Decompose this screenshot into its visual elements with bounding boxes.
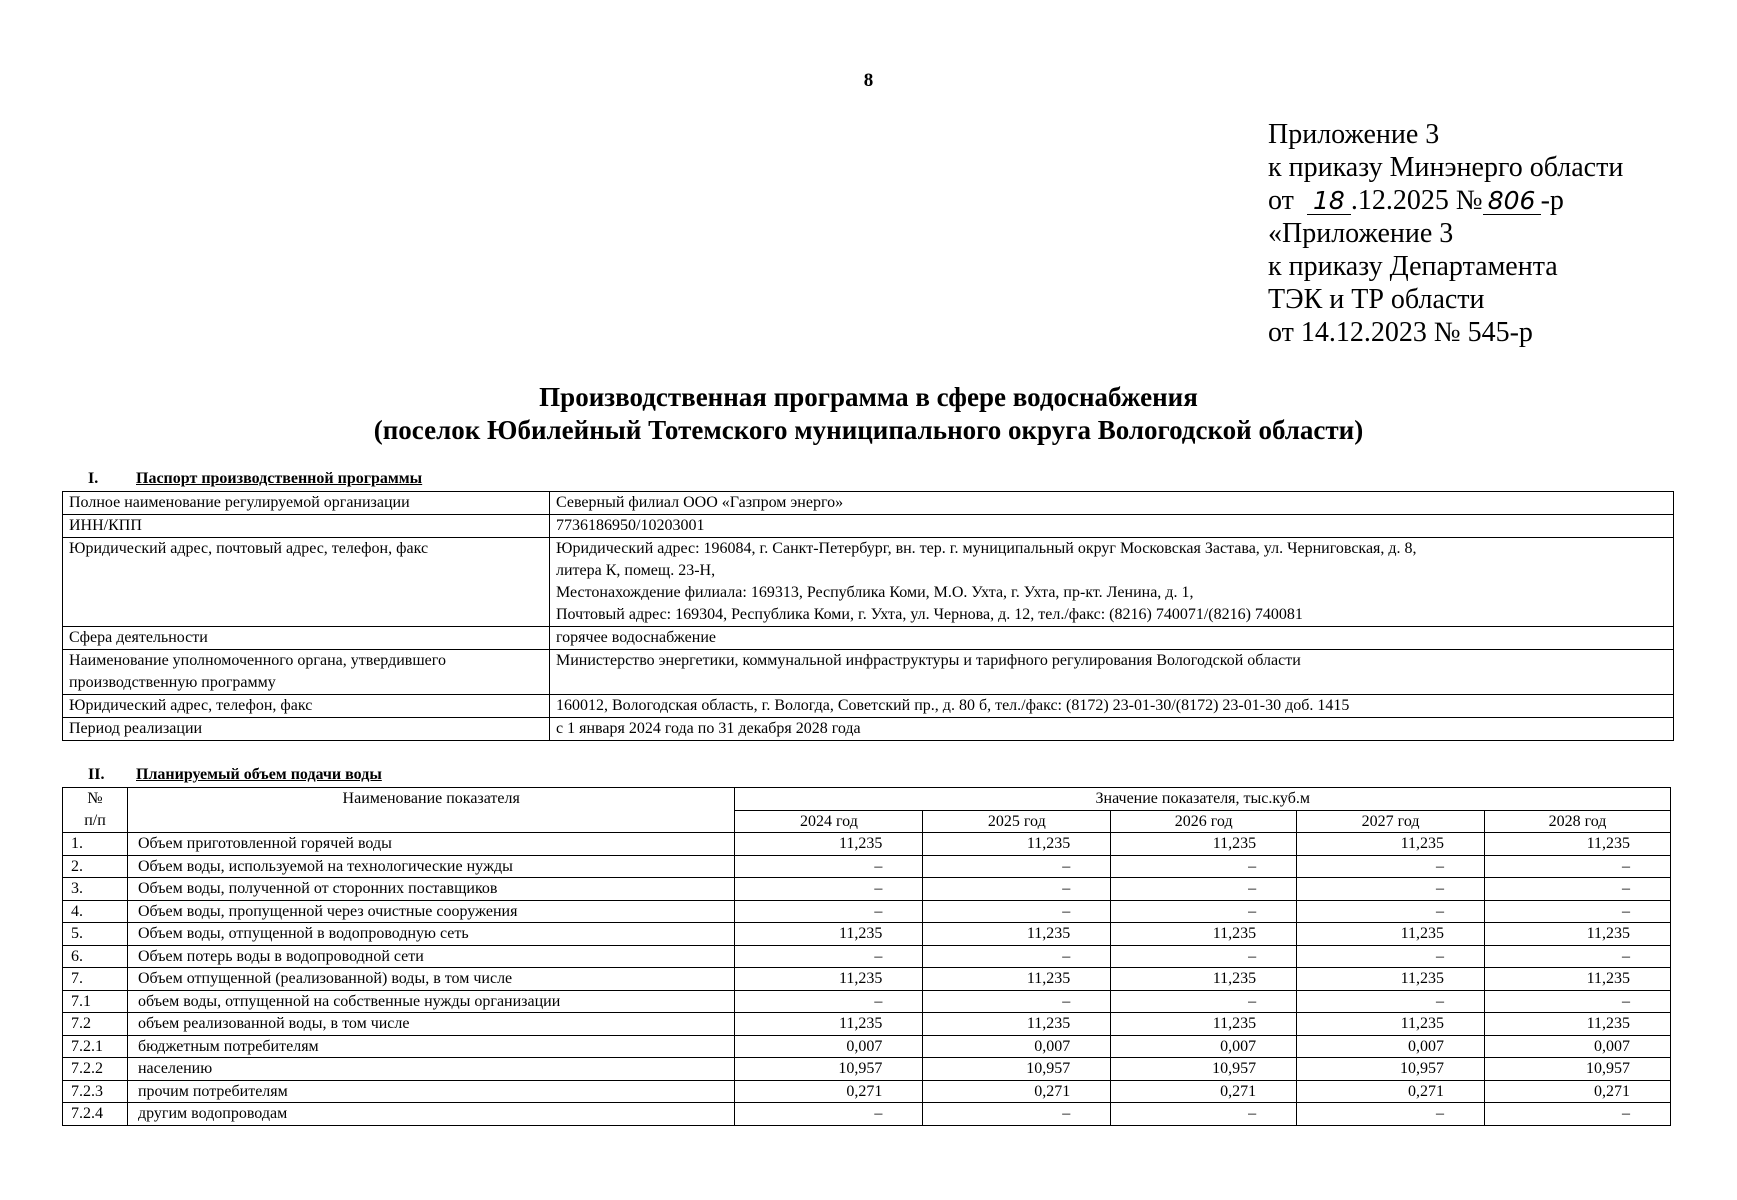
passport-value: Министерство энергетики, коммунальной инфраструктуры и тарифного регулирования Вологодской области [550,650,1674,695]
table-row [63,990,1671,1013]
appendix-date-prefix: от [1268,185,1294,216]
row-value: – [1485,878,1671,901]
col-header-year: 2024 год [735,810,923,833]
row-value: 11,235 [1485,1013,1671,1036]
section-2-number: II. [88,766,105,783]
row-value: 11,235 [735,923,923,946]
row-value: 11,235 [1485,833,1671,856]
row-value: – [1485,990,1671,1013]
row-value: – [1297,1103,1485,1126]
row-value: – [1111,945,1297,968]
passport-value [550,538,1674,627]
row-value: – [1111,1103,1297,1126]
passport-value: Северный филиал ООО «Газпром энерго» [550,492,1674,515]
section-1-title: Паспорт производственной программы [136,470,423,487]
table-row [63,1035,1671,1058]
document-title-line-1: Производственная программа в сфере водоснабжения [539,382,1198,412]
appendix-line-1: Приложение 3 [1268,119,1440,150]
row-indicator-name: Объем приготовленной горячей воды [127,833,735,856]
appendix-line-5: к приказу Департамента [1268,251,1558,282]
row-value: 11,235 [923,1013,1111,1036]
row-value: 11,235 [735,1013,923,1036]
row-value: 11,235 [735,968,923,991]
row-indicator-name: Объем воды, пропущенной через очистные сооружения [127,900,735,923]
row-value: – [923,878,1111,901]
section-1-number: I. [88,470,99,487]
row-value: 0,271 [735,1080,923,1103]
row-number: 1. [63,833,128,856]
passport-value-line: Почтовый адрес: 169304, Республика Коми, г. Ухта, ул. Чернова, д. 12, тел./факс: (8216) 740071/(8216) 740081 [556,606,1303,623]
col-header-name: Наименование показателя [127,788,735,833]
row-indicator-name: населению [127,1058,735,1081]
appendix-date-rest: .12.2025 № [1350,185,1483,216]
row-value: 11,235 [1297,968,1485,991]
table-row [63,968,1671,991]
row-number: 4. [63,900,128,923]
row-value: 10,957 [1485,1058,1671,1081]
row-value: – [1297,945,1485,968]
appendix-line-2: к приказу Минэнерго области [1268,152,1624,183]
row-value: – [923,990,1111,1013]
section-1-heading [88,470,422,488]
row-value: 0,271 [1111,1080,1297,1103]
row-value: – [735,855,923,878]
col-header-number-line: № [87,790,103,807]
row-value: 11,235 [923,923,1111,946]
appendix-date-suffix: -р [1540,185,1564,216]
row-value: – [1297,900,1485,923]
table-row [63,1080,1671,1103]
col-header-number-line: п/п [84,811,106,829]
row-value: – [1485,945,1671,968]
table-row [63,627,1674,650]
table-row [63,695,1674,718]
row-value: – [1485,1103,1671,1126]
row-value: – [735,878,923,901]
passport-key: ИНН/КПП [63,515,550,538]
row-value: 0,271 [1297,1080,1485,1103]
row-value: 11,235 [923,968,1111,991]
row-value: – [1111,878,1297,901]
handwritten-day: 18 [1307,188,1351,215]
table-row [63,650,1674,695]
row-number: 3. [63,878,128,901]
row-value: 10,957 [1111,1058,1297,1081]
passport-value: горячее водоснабжение [550,627,1674,650]
row-value: 0,271 [1485,1080,1671,1103]
table-row [63,492,1674,515]
row-value: – [1485,855,1671,878]
row-value: – [735,1103,923,1126]
document-title-line-2: (поселок Юбилейный Тотемского муниципального округа Вологодской области) [373,415,1364,445]
row-indicator-name: Объем воды, используемой на технологические нужды [127,855,735,878]
row-value: 10,957 [735,1058,923,1081]
section-2-title: Планируемый объем подачи воды [136,766,382,783]
passport-key-line: Наименование уполномоченного органа, утвердившего [69,652,446,669]
handwritten-order-number: 806 [1483,188,1541,215]
col-header-year: 2026 год [1111,810,1297,833]
row-value: 11,235 [1111,1013,1297,1036]
row-value: 10,957 [923,1058,1111,1081]
row-value: 11,235 [735,833,923,856]
passport-key: Юридический адрес, телефон, факс [63,695,550,718]
passport-value-line: Юридический адрес: 196084, г. Санкт-Петербург, вн. тер. г. муниципальный округ Московская Застава, ул. Черниговская, д. 8, [556,540,1417,557]
row-value: – [923,1103,1111,1126]
row-value: 11,235 [1297,923,1485,946]
table-row [63,1013,1671,1036]
row-value: – [735,990,923,1013]
table-row [63,900,1671,923]
row-value: – [923,855,1111,878]
row-value: 0,007 [923,1035,1111,1058]
row-value: 11,235 [1111,923,1297,946]
row-number: 7.2.1 [63,1035,128,1058]
row-value: – [1485,900,1671,923]
passport-key: Юридический адрес, почтовый адрес, телефон, факс [63,538,550,627]
row-value: 11,235 [1485,968,1671,991]
row-value: 11,235 [1297,833,1485,856]
section-2-heading [88,766,382,784]
table-row [63,1058,1671,1081]
row-number: 5. [63,923,128,946]
row-value: 11,235 [1111,968,1297,991]
passport-value: 160012, Вологодская область, г. Вологда, Советский пр., д. 80 б, тел./факс: (8172) 23-01-30/(8172) 23-01-30 доб. 1415 [550,695,1674,718]
row-value: 11,235 [923,833,1111,856]
row-indicator-name: объем реализованной воды, в том числе [127,1013,735,1036]
appendix-line-6: ТЭК и ТР области [1268,284,1485,315]
table-row [63,515,1674,538]
row-indicator-name: Объем воды, отпущенной в водопроводную сеть [127,923,735,946]
row-value: 0,007 [1111,1035,1297,1058]
table-row [63,718,1674,741]
row-indicator-name: бюджетным потребителям [127,1035,735,1058]
page-number: 8 [863,70,874,91]
row-value: 11,235 [1485,923,1671,946]
row-number: 7.2 [63,1013,128,1036]
col-header-year: 2027 год [1297,810,1485,833]
water-volume-body [63,833,1671,1126]
appendix-line-7: от 14.12.2023 № 545-р [1268,317,1533,348]
row-value: 10,957 [1297,1058,1485,1081]
passport-key [63,650,550,695]
row-value: 11,235 [1111,833,1297,856]
row-value: – [735,900,923,923]
row-indicator-name: Объем отпущенной (реализованной) воды, в том числе [127,968,735,991]
row-indicator-name: Объем воды, полученной от сторонних поставщиков [127,878,735,901]
row-number: 7.2.3 [63,1080,128,1103]
passport-table [62,491,1674,741]
appendix-line-4: «Приложение 3 [1268,218,1454,249]
row-value: – [1111,855,1297,878]
passport-value: 7736186950/10203001 [550,515,1674,538]
row-number: 7.2.4 [63,1103,128,1126]
passport-value-line: литера К, помещ. 23-Н, [556,562,716,579]
row-value: 0,007 [1485,1035,1671,1058]
table-row [63,945,1671,968]
row-indicator-name: другим водопроводам [127,1103,735,1126]
row-number: 7.1 [63,990,128,1013]
passport-key: Период реализации [63,718,550,741]
row-number: 7. [63,968,128,991]
passport-value: с 1 января 2024 года по 31 декабря 2028 года [550,718,1674,741]
header-row [63,788,1671,811]
row-value: – [1297,878,1485,901]
row-indicator-name: Объем потерь воды в водопроводной сети [127,945,735,968]
row-indicator-name: прочим потребителям [127,1080,735,1103]
water-volume-table [62,787,1671,1126]
passport-value-line: Местонахождение филиала: 169313, Республика Коми, М.О. Ухта, г. Ухта, пр-кт. Ленина, д. 1, [556,584,1194,601]
passport-key-line: производственную программу [69,674,276,691]
row-number: 6. [63,945,128,968]
appendix-block [1268,118,1623,349]
col-header-number [63,788,128,833]
table-row [63,855,1671,878]
row-value: – [923,945,1111,968]
passport-key: Сфера деятельности [63,627,550,650]
row-indicator-name: объем воды, отпущенной на собственные нужды организации [127,990,735,1013]
row-value: 0,271 [923,1080,1111,1103]
appendix-order-date-line [1268,184,1623,217]
row-value: – [1111,900,1297,923]
col-header-year: 2028 год [1485,810,1671,833]
table-row [63,833,1671,856]
passport-key: Полное наименование регулируемой организации [63,492,550,515]
row-number: 7.2.2 [63,1058,128,1081]
table-row [63,878,1671,901]
row-value: – [923,900,1111,923]
row-value: 11,235 [1297,1013,1485,1036]
row-value: – [735,945,923,968]
row-value: 0,007 [735,1035,923,1058]
col-header-year: 2025 год [923,810,1111,833]
row-value: – [1297,855,1485,878]
table-row [63,923,1671,946]
table-row [63,1103,1671,1126]
row-value: – [1297,990,1485,1013]
row-value: 0,007 [1297,1035,1485,1058]
row-number: 2. [63,855,128,878]
table-row [63,538,1674,627]
col-header-values: Значение показателя, тыс.куб.м [735,788,1671,811]
row-value: – [1111,990,1297,1013]
